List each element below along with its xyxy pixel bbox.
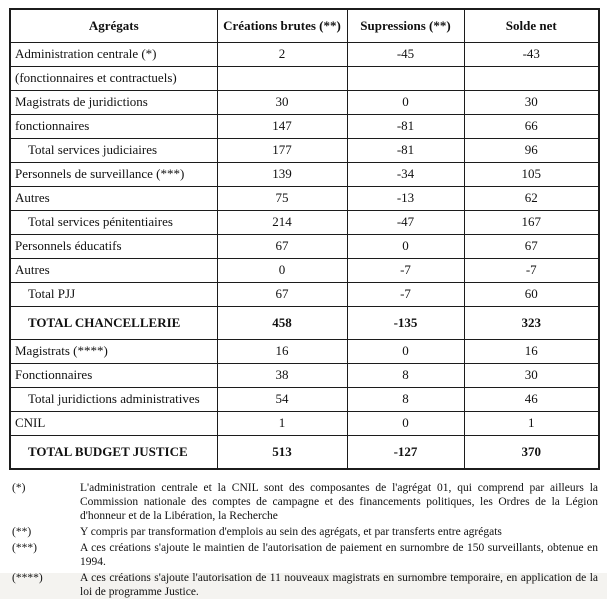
row-value: 67 xyxy=(217,283,347,307)
row-value xyxy=(464,67,599,91)
footnote-marker: (****) xyxy=(12,572,43,585)
row-value: 38 xyxy=(217,364,347,388)
row-label: TOTAL CHANCELLERIE xyxy=(10,307,217,340)
row-value: -34 xyxy=(347,163,464,187)
row-value: 54 xyxy=(217,388,347,412)
row-value: 167 xyxy=(464,211,599,235)
row-label: Magistrats de juridictions xyxy=(10,91,217,115)
row-value xyxy=(347,67,464,91)
row-value: 75 xyxy=(217,187,347,211)
row-value: -7 xyxy=(347,283,464,307)
col-header-suppressions: Supressions (**) xyxy=(347,9,464,43)
row-label: Total PJJ xyxy=(10,283,217,307)
row-label: Total juridictions administratives xyxy=(10,388,217,412)
row-value: 30 xyxy=(464,91,599,115)
row-value: 323 xyxy=(464,307,599,340)
footnote-text: Y compris par transformation d'emplois au sein des agrégats, et par transferts entre agrégats xyxy=(80,526,502,539)
row-label: (fonctionnaires et contractuels) xyxy=(10,67,217,91)
table-row xyxy=(10,91,599,115)
footnote xyxy=(9,541,598,569)
row-value: 1 xyxy=(464,412,599,436)
row-label: Personnels éducatifs xyxy=(10,235,217,259)
row-value: 105 xyxy=(464,163,599,187)
table-row xyxy=(10,283,599,307)
row-label: Personnels de surveillance (***) xyxy=(10,163,217,187)
row-value: 458 xyxy=(217,307,347,340)
table-row xyxy=(10,412,599,436)
table-row xyxy=(10,115,599,139)
table-row xyxy=(10,235,599,259)
row-label: Autres xyxy=(10,259,217,283)
row-value: 60 xyxy=(464,283,599,307)
row-value: -43 xyxy=(464,43,599,67)
row-value: -13 xyxy=(347,187,464,211)
table-row xyxy=(10,187,599,211)
row-value: -7 xyxy=(464,259,599,283)
row-value: 139 xyxy=(217,163,347,187)
row-value: -45 xyxy=(347,43,464,67)
table-row xyxy=(10,388,599,412)
row-value: 177 xyxy=(217,139,347,163)
table-row xyxy=(10,364,599,388)
row-value: 66 xyxy=(464,115,599,139)
table-row xyxy=(10,139,599,163)
row-label: Fonctionnaires xyxy=(10,364,217,388)
header-row xyxy=(10,9,599,43)
footnotes xyxy=(9,481,598,599)
table-row xyxy=(10,340,599,364)
row-label: CNIL xyxy=(10,412,217,436)
row-value: 30 xyxy=(464,364,599,388)
footnote-marker: (**) xyxy=(12,526,32,539)
row-value: -135 xyxy=(347,307,464,340)
table-row xyxy=(10,436,599,470)
row-value: 0 xyxy=(347,235,464,259)
row-value: -81 xyxy=(347,139,464,163)
row-value: 0 xyxy=(347,412,464,436)
footnote xyxy=(9,525,598,539)
row-value: 214 xyxy=(217,211,347,235)
table-row xyxy=(10,163,599,187)
table-row xyxy=(10,307,599,340)
row-value: 0 xyxy=(217,259,347,283)
row-label: Total services pénitentiaires xyxy=(10,211,217,235)
row-value: 30 xyxy=(217,91,347,115)
footnote-marker: (***) xyxy=(12,542,37,555)
table-row xyxy=(10,67,599,91)
row-value: 16 xyxy=(217,340,347,364)
footnote xyxy=(9,481,598,523)
row-value: 0 xyxy=(347,340,464,364)
row-value: 147 xyxy=(217,115,347,139)
row-value: 2 xyxy=(217,43,347,67)
row-value: -81 xyxy=(347,115,464,139)
row-value: 67 xyxy=(217,235,347,259)
footnote xyxy=(9,571,598,599)
row-value: -7 xyxy=(347,259,464,283)
table-row xyxy=(10,259,599,283)
row-label: Total services judiciaires xyxy=(10,139,217,163)
row-value: 67 xyxy=(464,235,599,259)
budget-table xyxy=(9,8,600,470)
table-row xyxy=(10,211,599,235)
row-label: Administration centrale (*) xyxy=(10,43,217,67)
row-label: fonctionnaires xyxy=(10,115,217,139)
col-header-solde-net: Solde net xyxy=(464,9,599,43)
row-value: 96 xyxy=(464,139,599,163)
row-value: 62 xyxy=(464,187,599,211)
col-header-agregats: Agrégats xyxy=(10,9,217,43)
row-value: 0 xyxy=(347,91,464,115)
footnote-text: A ces créations s'ajoute l'autorisation de 11 nouveaux magistrats en surnombre temporaire, en application de la loi de programme Justice. xyxy=(80,572,598,599)
row-value: 370 xyxy=(464,436,599,470)
row-value: -127 xyxy=(347,436,464,470)
row-value: 513 xyxy=(217,436,347,470)
row-value: 1 xyxy=(217,412,347,436)
row-label: Magistrats (****) xyxy=(10,340,217,364)
row-value: 8 xyxy=(347,364,464,388)
row-value: 8 xyxy=(347,388,464,412)
footnote-text: A ces créations s'ajoute le maintien de l'autorisation de paiement en surnombre de 150 surveillants, obtenue en 1994. xyxy=(80,542,598,569)
row-label: TOTAL BUDGET JUSTICE xyxy=(10,436,217,470)
row-value xyxy=(217,67,347,91)
row-value: 16 xyxy=(464,340,599,364)
footnote-text: L'administration centrale et la CNIL sont des composantes de l'agrégat 01, qui comprend par ailleurs la Commission nationale des comptes de campagne et des financements politiques, les Ordres de la Légion d'honneur et de la Libération, la Recherche xyxy=(80,482,598,523)
col-header-creations-brutes: Créations brutes (**) xyxy=(217,9,347,43)
table-row xyxy=(10,43,599,67)
row-value: 46 xyxy=(464,388,599,412)
footnote-marker: (*) xyxy=(12,482,26,494)
row-value: -47 xyxy=(347,211,464,235)
row-label: Autres xyxy=(10,187,217,211)
